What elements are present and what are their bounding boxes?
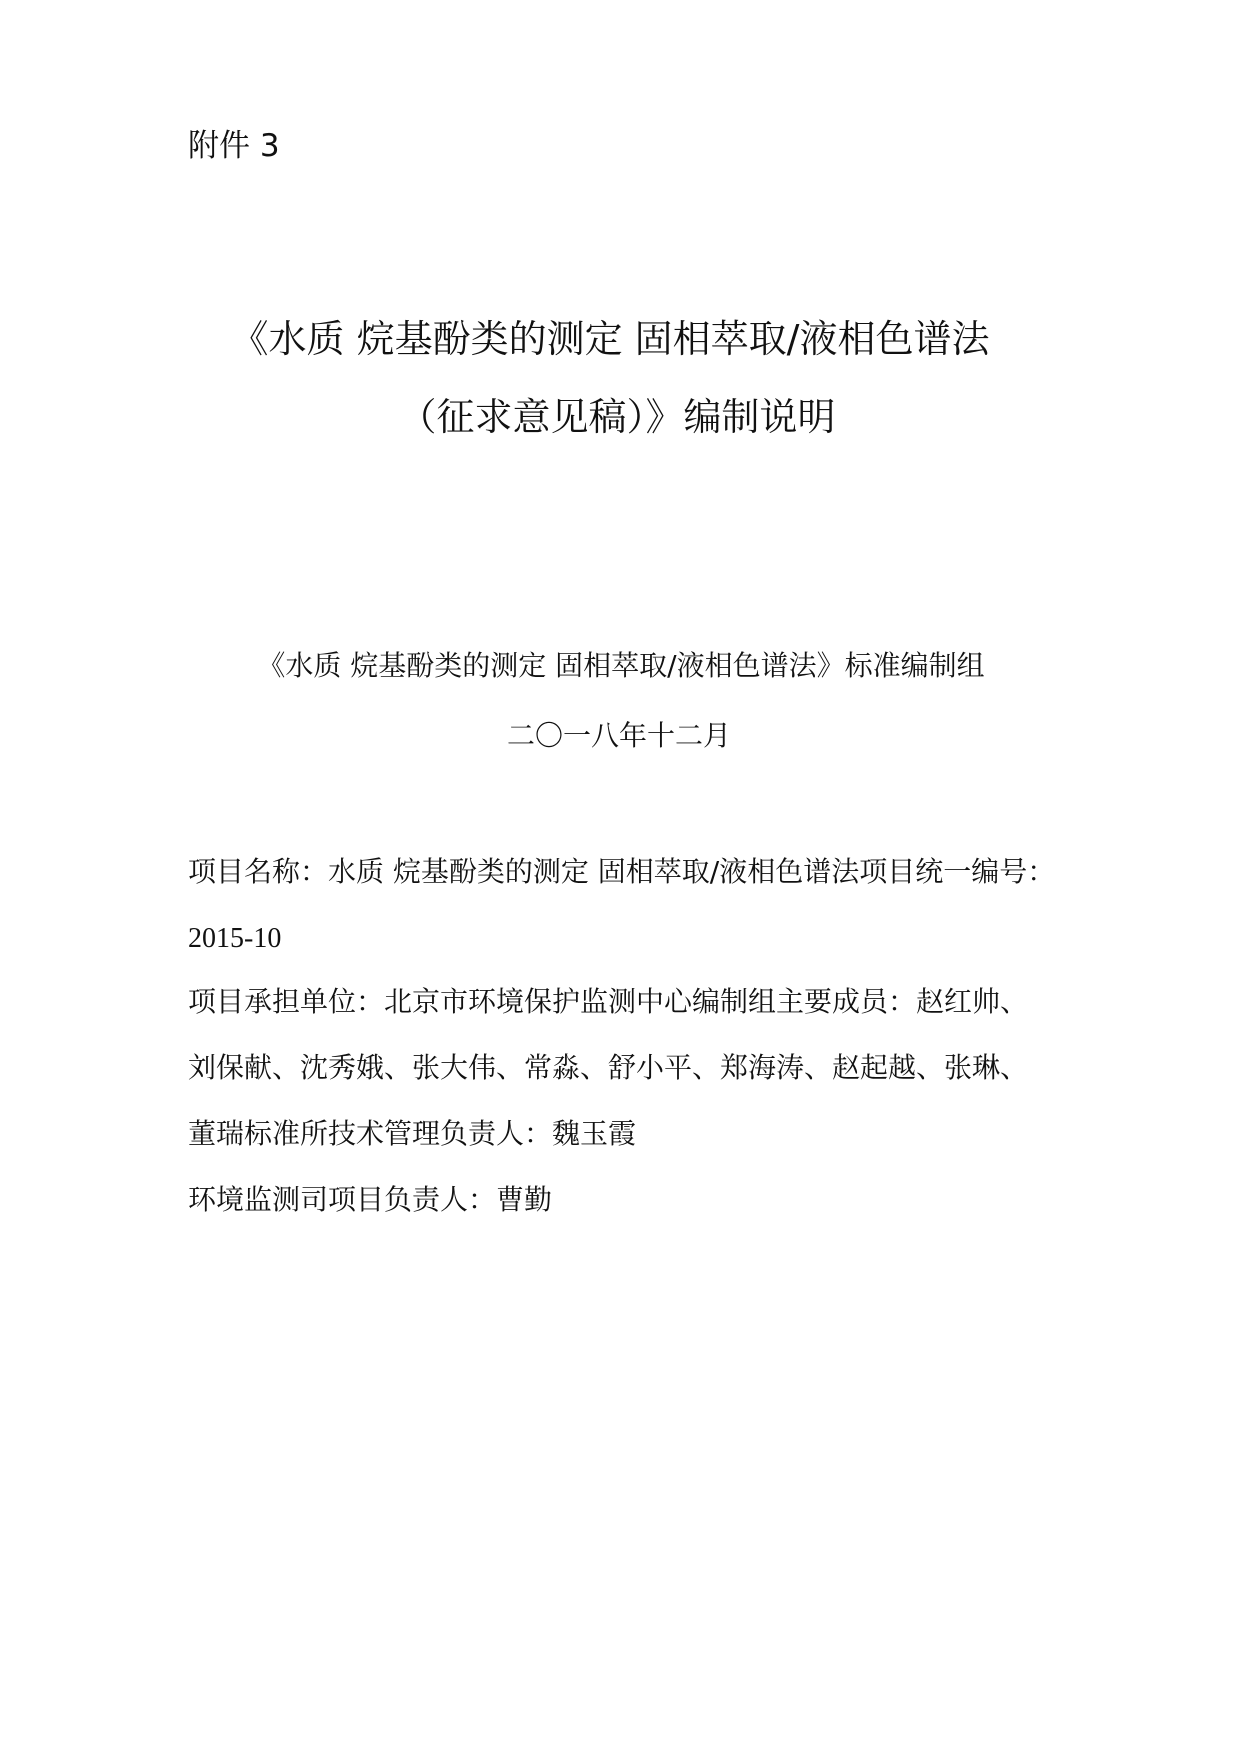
document-date: 二〇一八年十二月 <box>506 719 731 752</box>
document-title-line-1: 《水质 烷基酚类的测定 固相萃取/液相色谱法 <box>230 317 990 361</box>
document-title-line-2: （征求意见稿）》编制说明 <box>398 395 836 439</box>
project-number: 2015-10 <box>188 923 282 954</box>
compiler-group: 《水质 烷基酚类的测定 固相萃取/液相色谱法》标准编制组 <box>257 649 985 682</box>
technical-manager-line: 董瑞标准所技术管理负责人：魏玉霞 <box>188 1117 637 1150</box>
project-name-line: 项目名称：水质 烷基酚类的测定 固相萃取/液相色谱法项目统一编号： <box>188 855 1056 888</box>
attachment-label: 附件 3 <box>188 128 280 164</box>
project-leader-line: 环境监测司项目负责人：曹勤 <box>188 1183 553 1216</box>
project-unit-line: 项目承担单位：北京市环境保护监测中心编制组主要成员：赵红帅、 <box>188 985 1029 1018</box>
members-line: 刘保献、沈秀娥、张大伟、常淼、舒小平、郑海涛、赵起越、张琳、 <box>188 1051 1029 1084</box>
project-number-line <box>188 918 1088 959</box>
